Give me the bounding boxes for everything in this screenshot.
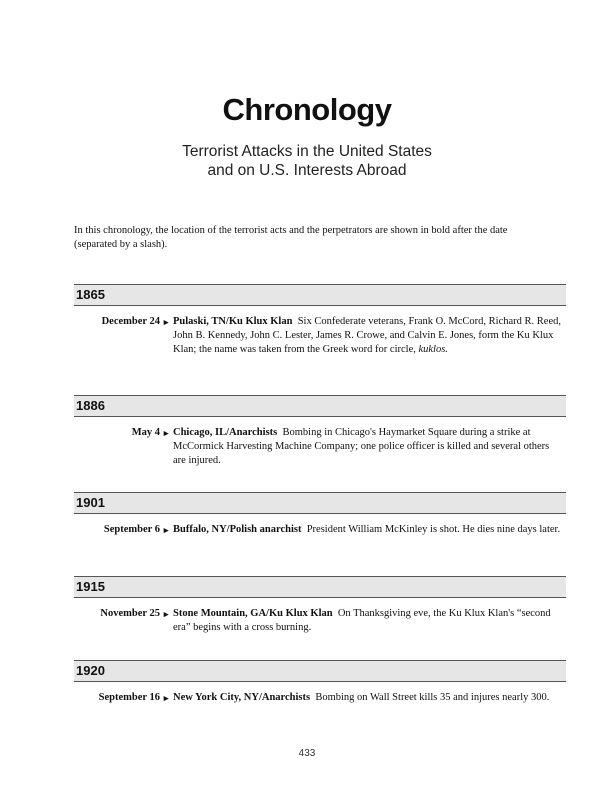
entry-description — [173, 607, 561, 635]
entry-place-perpetrator: New York City, NY/Anarchists — [173, 692, 311, 703]
arrow-icon: ► — [162, 609, 171, 619]
year-heading-1886: 1886 — [74, 395, 566, 417]
subtitle-line-1: Terrorist Attacks in the United States — [182, 143, 432, 160]
entry-description — [173, 523, 561, 537]
arrow-icon: ► — [162, 317, 171, 327]
entry-place-perpetrator: Buffalo, NY/Polish anarchist — [173, 524, 302, 535]
year-heading-1915: 1915 — [74, 576, 566, 598]
entry-text: Bombing in Chicago's Haymarket Square during a strike at McCormick Harvesting Machine Company; one police officer is killed and several others are injured. — [173, 427, 550, 466]
entry-date: September 6 — [103, 524, 160, 535]
entry-place-perpetrator: Pulaski, TN/Ku Klux Klan — [173, 316, 293, 327]
subtitle-line-2: and on U.S. Interests Abroad — [207, 162, 407, 179]
entry-text: President William McKinley is shot. He dies nine days later. — [306, 524, 561, 535]
entry-text: Bombing on Wall Street kills 35 and injures nearly 300. — [315, 692, 550, 703]
page-number: 433 — [298, 748, 316, 759]
entry-place-perpetrator: Chicago, IL/Anarchists — [173, 427, 278, 438]
year-heading-1920: 1920 — [74, 660, 566, 682]
entry-italic: kuklos. — [418, 344, 448, 355]
arrow-icon: ► — [162, 525, 171, 535]
entry-place-perpetrator: Stone Mountain, GA/Ku Klux Klan — [173, 608, 333, 619]
year-heading-1865: 1865 — [74, 284, 566, 306]
arrow-icon: ► — [162, 428, 171, 438]
entry-description — [173, 426, 561, 468]
page-title: Chronology — [222, 92, 392, 127]
entry-text: On Thanksgiving eve, the Ku Klux Klan's “second era” begins with a cross burning. — [173, 608, 551, 633]
entry-date: May 4 — [131, 427, 160, 438]
page-subtitle — [0, 142, 614, 180]
intro-paragraph: In this chronology, the location of the terrorist acts and the perpetrators are shown in bold after the date (separated by a slash). — [74, 225, 508, 250]
entry-description — [173, 691, 561, 705]
year-heading-1901: 1901 — [74, 492, 566, 514]
entry-date: December 24 — [101, 316, 160, 327]
arrow-icon: ► — [162, 693, 171, 703]
entry-date: September 16 — [98, 692, 160, 703]
entry-date: November 25 — [100, 608, 160, 619]
entry-description — [173, 315, 561, 357]
entry-text: Six Confederate veterans, Frank O. McCord, Richard R. Reed, John B. Kennedy, John C. Lester, James R. Crowe, and Calvin E. Jones, form the Ku Klux Klan; the name was taken from the Greek word for circle, — [173, 316, 561, 355]
